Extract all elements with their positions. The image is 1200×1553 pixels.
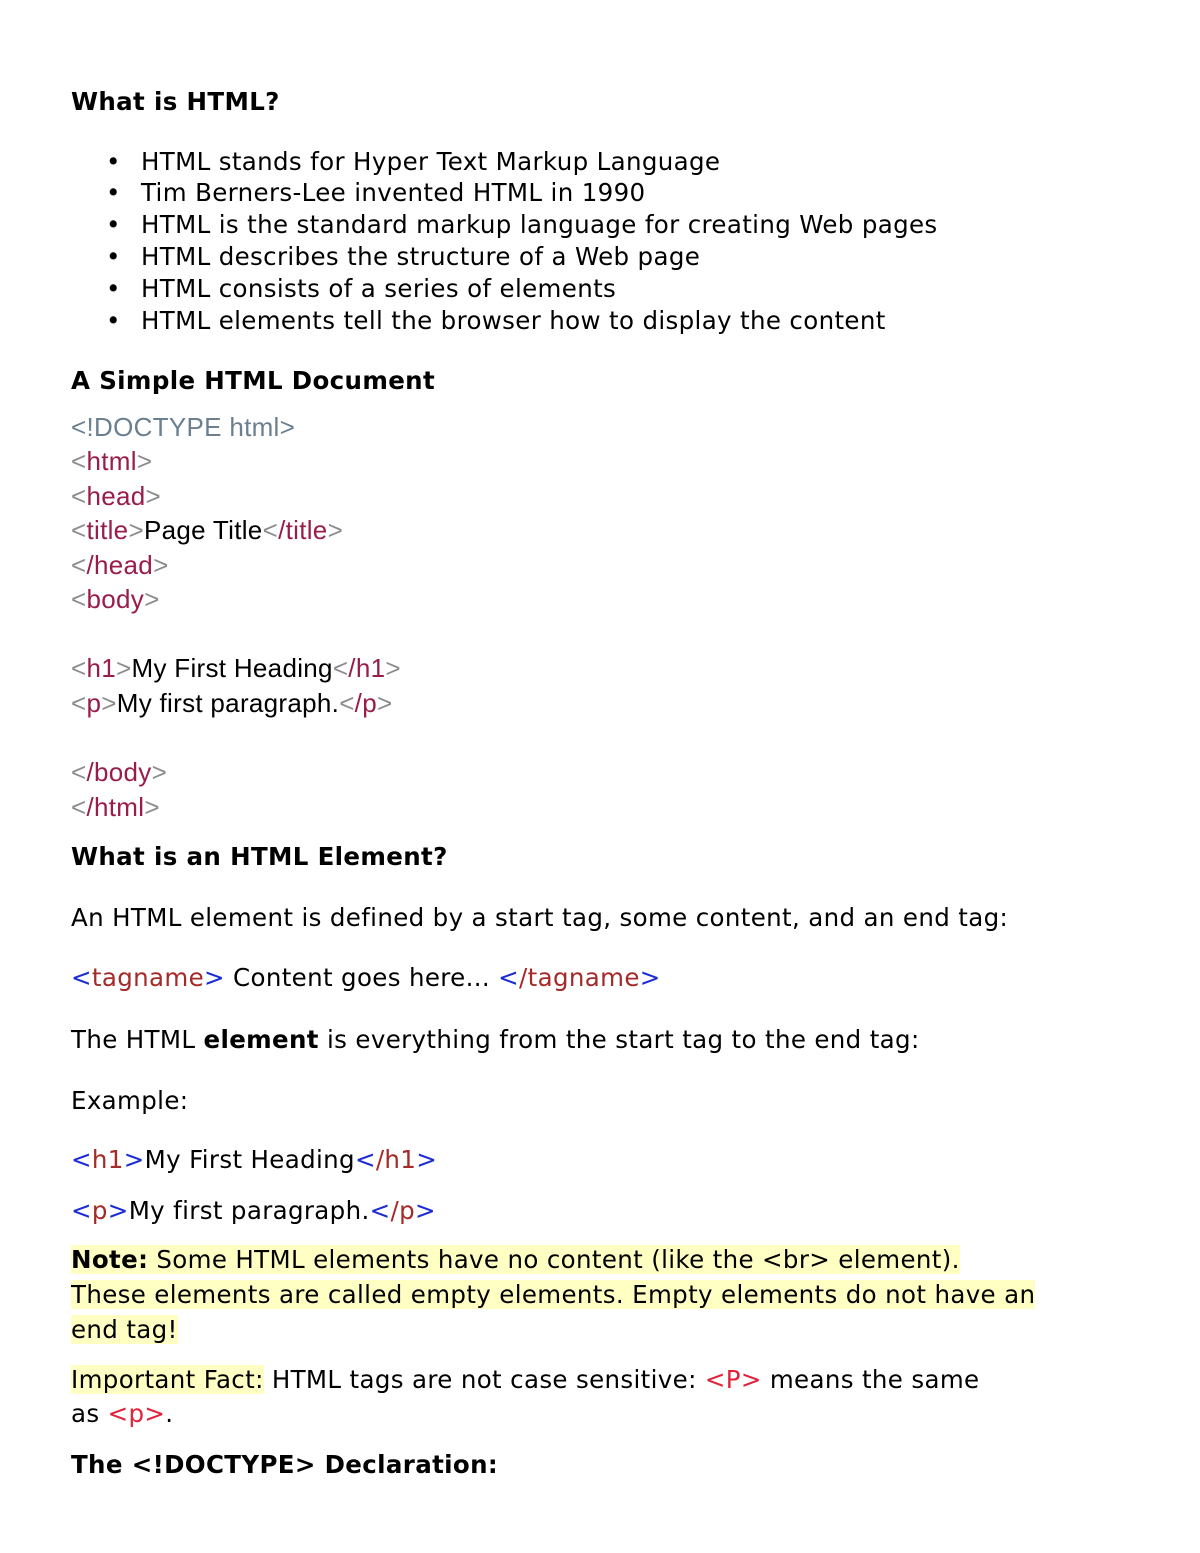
heading-doctype-declaration: The <!DOCTYPE> Declaration: <box>71 1450 499 1479</box>
code-doctype: <!DOCTYPE html> <box>71 412 296 442</box>
example-h1-line: <h1>My First Heading</h1> <box>71 1145 438 1174</box>
syntax-content: Content goes here... <box>224 963 499 992</box>
bullet-item: Tim Berners-Lee invented HTML in 1990 <box>141 178 646 207</box>
code-line-doctype <box>71 410 295 444</box>
syntax-open-tag: tagname <box>91 963 204 992</box>
fact-lower-tag: <p> <box>107 1399 166 1428</box>
code-line-body-open: <body> <box>71 584 160 614</box>
heading-what-is-html: What is HTML? <box>71 87 280 116</box>
code-line-html-open: <html> <box>71 446 153 476</box>
code-line-head-open: <head> <box>71 481 162 511</box>
bold-element-word: element <box>203 1025 319 1054</box>
bullet-glyph: • <box>106 274 121 303</box>
fact-label: Important Fact: <box>71 1365 264 1394</box>
bullet-glyph: • <box>106 178 121 207</box>
heading-what-is-element: What is an HTML Element? <box>71 842 448 871</box>
code-line-h1: <h1>My First Heading</h1> <box>71 653 401 683</box>
note-line: end tag! <box>71 1315 178 1344</box>
example-p-line: <p>My first paragraph.</p> <box>71 1196 436 1225</box>
heading-simple-document: A Simple HTML Document <box>71 366 436 395</box>
bullet-item: HTML is the standard markup language for creating Web pages <box>141 210 938 239</box>
code-line-body-close: </body> <box>71 757 168 787</box>
bullet-item: HTML elements tell the browser how to display the content <box>141 306 886 335</box>
fact-line: as <p>. <box>71 1399 174 1428</box>
code-line-title: <title>Page Title</title> <box>71 515 344 545</box>
bullet-glyph: • <box>106 242 121 271</box>
bullet-item: HTML stands for Hyper Text Markup Language <box>141 147 721 176</box>
fact-upper-tag: <P> <box>704 1365 762 1394</box>
code-line-html-close: </html> <box>71 792 160 822</box>
syntax-close-tag: /tagname <box>519 963 640 992</box>
note-line: These elements are called empty elements. Empty elements do not have an <box>71 1280 1036 1309</box>
paragraph-element: The HTML element is everything from the start tag to the end tag: <box>71 1025 920 1054</box>
bullet-glyph: • <box>106 210 121 239</box>
fact-line: Important Fact: HTML tags are not case sensitive: <P> means the same <box>71 1365 980 1394</box>
bullet-item: HTML consists of a series of elements <box>141 274 617 303</box>
bullet-item: HTML describes the structure of a Web page <box>141 242 701 271</box>
note-label: Note: <box>71 1245 149 1274</box>
example-label: Example: <box>71 1086 189 1115</box>
note-line: Note: Some HTML elements have no content (like the <br> element). <box>71 1245 960 1274</box>
code-line-head-close: </head> <box>71 550 169 580</box>
syntax-line: <tagname> Content goes here... </tagname> <box>71 963 661 992</box>
bullet-glyph: • <box>106 306 121 335</box>
bullet-glyph: • <box>106 147 121 176</box>
code-line-p: <p>My first paragraph.</p> <box>71 688 393 718</box>
paragraph-definition: An HTML element is defined by a start tag, some content, and an end tag: <box>71 903 1009 932</box>
